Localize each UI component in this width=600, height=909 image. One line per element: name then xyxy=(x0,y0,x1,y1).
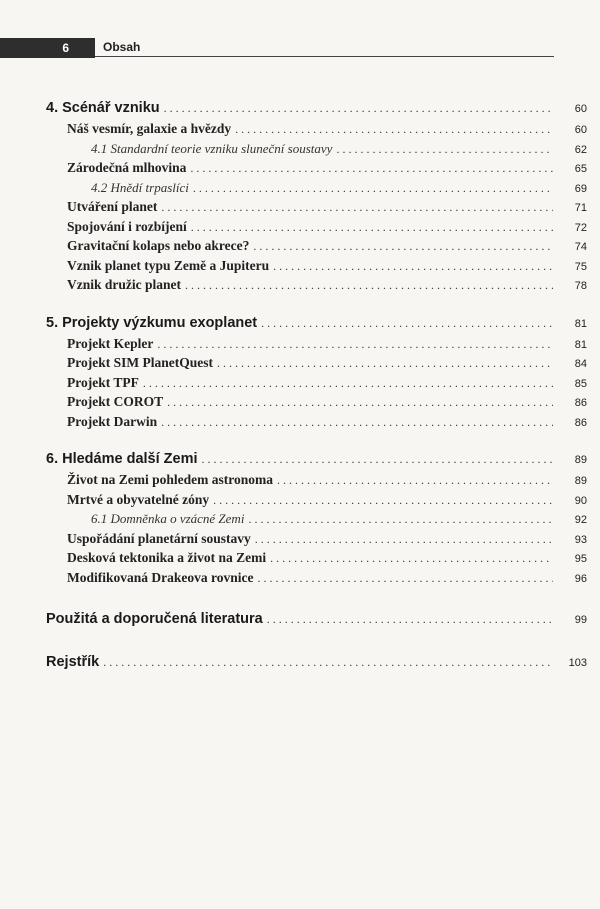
toc-entry-title: Gravitační kolaps nebo akrece? xyxy=(67,238,250,253)
toc-entry-title: 4.2 Hnědí trpaslíci xyxy=(91,179,189,195)
toc-section xyxy=(46,611,587,632)
toc-entry-title: Spojování i rozbíjení xyxy=(67,218,187,234)
dot-leader xyxy=(267,612,553,627)
toc-section xyxy=(46,654,587,675)
dot-leader xyxy=(185,278,553,293)
dot-leader xyxy=(253,239,553,254)
dot-leader xyxy=(161,200,553,215)
toc-page-number: 85 xyxy=(574,377,587,390)
toc-entry-title: Náš vesmír, galaxie a hvězdy xyxy=(67,121,232,136)
toc-chapter-row xyxy=(46,315,587,336)
toc-page-number: 103 xyxy=(568,657,587,669)
toc-entry-row xyxy=(46,180,587,200)
toc-page-number: 74 xyxy=(574,241,587,253)
toc-page-number: 89 xyxy=(574,475,587,487)
toc-page-number: 99 xyxy=(574,614,587,626)
running-title: Obsah xyxy=(103,40,141,54)
toc-entry-row xyxy=(46,511,587,531)
toc-page-number: 71 xyxy=(574,202,587,214)
toc-entry-title: 4. Scénář vzniku xyxy=(46,100,160,116)
dot-leader xyxy=(161,415,553,430)
dot-leader xyxy=(191,220,553,235)
toc-entry-title: Projekt SIM PlanetQuest xyxy=(67,355,213,370)
dot-leader xyxy=(202,452,553,467)
toc-entry-title: Použitá a doporučená literatura xyxy=(46,611,263,627)
toc-page-number: 60 xyxy=(574,124,587,136)
toc-page-number: 72 xyxy=(574,221,587,234)
toc-entry-row xyxy=(46,219,587,239)
toc-section xyxy=(46,451,587,589)
dot-leader xyxy=(217,356,553,371)
dot-leader xyxy=(255,532,553,547)
toc-page-number: 65 xyxy=(574,163,587,175)
toc-page-number: 92 xyxy=(574,514,587,526)
toc-page-number: 81 xyxy=(574,317,587,330)
toc-entry-title: Život na Zemi pohledem astronoma xyxy=(67,472,274,487)
dot-leader xyxy=(213,493,553,508)
toc-page-number: 93 xyxy=(574,533,587,546)
toc-chapter-row xyxy=(46,451,587,472)
dot-leader xyxy=(193,181,553,196)
toc-entry-row xyxy=(46,160,587,180)
toc-entry-title: Zárodečná mlhovina xyxy=(67,160,187,175)
toc-page-number: 89 xyxy=(574,454,587,466)
toc-page-number: 84 xyxy=(574,358,587,370)
dot-leader xyxy=(336,142,553,157)
toc-chapter-row xyxy=(46,611,587,632)
toc-entry-row xyxy=(46,570,587,590)
table-of-contents xyxy=(46,100,587,675)
toc-page-number: 90 xyxy=(574,494,587,507)
toc-entry-title: Projekt TPF xyxy=(67,374,139,390)
toc-entry-title: Desková tektonika a život na Zemi xyxy=(67,550,267,565)
toc-entry-title: 6. Hledáme další Zemi xyxy=(46,451,198,467)
toc-page-number: 62 xyxy=(574,143,587,156)
dot-leader xyxy=(258,571,554,586)
toc-page-number: 86 xyxy=(574,416,587,429)
toc-page-number: 96 xyxy=(574,572,587,585)
toc-entry-title: Mrtvé a obyvatelné zóny xyxy=(67,491,210,507)
toc-entry-row xyxy=(46,472,587,492)
toc-entry-title: Projekt COROT xyxy=(67,394,164,409)
dot-leader xyxy=(248,512,553,527)
toc-entry-row xyxy=(46,550,587,570)
toc-page-number: 60 xyxy=(574,103,587,115)
toc-entry-row xyxy=(46,238,587,258)
toc-entry-row xyxy=(46,531,587,551)
toc-entry-title: Modifikovaná Drakeova rovnice xyxy=(67,569,254,585)
dot-leader xyxy=(157,337,553,352)
dot-leader xyxy=(235,122,553,137)
toc-entry-title: 6.1 Domněnka o vzácné Zemi xyxy=(91,511,245,526)
toc-entry-title: Vznik planet typu Země a Jupiteru xyxy=(67,257,270,273)
toc-entry-row xyxy=(46,199,587,219)
dot-leader xyxy=(164,101,553,116)
dot-leader xyxy=(103,655,553,670)
dot-leader xyxy=(277,473,553,488)
toc-entry-title: Vznik družic planet xyxy=(67,277,182,292)
toc-entry-title: Uspořádání planetární soustavy xyxy=(67,530,251,546)
toc-chapter-row xyxy=(46,654,587,675)
toc-page-number: 78 xyxy=(574,280,587,292)
toc-entry-row xyxy=(46,277,587,297)
toc-entry-row xyxy=(46,375,587,395)
dot-leader xyxy=(261,316,553,331)
toc-page-number: 86 xyxy=(574,397,587,409)
dot-leader xyxy=(167,395,553,410)
toc-entry-title: 5. Projekty výzkumu exoplanet xyxy=(46,314,258,331)
toc-page-number: 81 xyxy=(574,338,587,351)
toc-entry-title: Rejstřík xyxy=(46,654,100,670)
page-number: 6 xyxy=(62,41,69,55)
toc-chapter-row xyxy=(46,100,587,121)
dot-leader xyxy=(190,161,553,176)
toc-page-number: 75 xyxy=(574,260,587,273)
dot-leader xyxy=(143,376,553,391)
toc-entry-row xyxy=(46,258,587,278)
toc-entry-row xyxy=(46,394,587,414)
toc-entry-row xyxy=(46,336,587,356)
dot-leader xyxy=(270,551,553,566)
toc-entry-title: Utváření planet xyxy=(67,199,158,214)
toc-entry-title: Projekt Kepler xyxy=(67,335,154,351)
running-header xyxy=(0,38,600,58)
dot-leader xyxy=(273,259,553,274)
toc-entry-row xyxy=(46,141,587,161)
toc-entry-title: 4.1 Standardní teorie vzniku sluneční soustavy xyxy=(91,140,333,156)
toc-entry-row xyxy=(46,121,587,141)
toc-section xyxy=(46,100,587,297)
toc-entry-row xyxy=(46,492,587,512)
toc-entry-title: Projekt Darwin xyxy=(67,413,158,429)
toc-entry-row xyxy=(46,414,587,434)
toc-page-number: 95 xyxy=(574,553,587,565)
toc-entry-row xyxy=(46,355,587,375)
page-number-box xyxy=(0,38,95,58)
header-rule xyxy=(95,56,554,57)
toc-page-number: 69 xyxy=(574,182,587,195)
toc-section xyxy=(46,315,587,434)
